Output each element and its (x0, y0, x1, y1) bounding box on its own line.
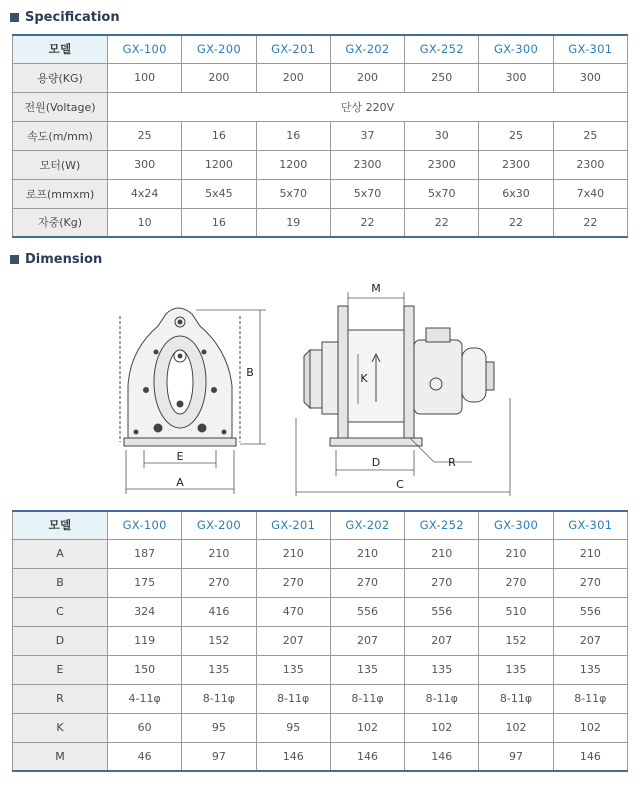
table-cell: 270 (182, 568, 256, 597)
table-cell: 270 (330, 568, 404, 597)
dim-row-e (13, 655, 628, 684)
table-cell: 5x70 (405, 179, 479, 208)
table-cell: 8-11φ (479, 684, 553, 713)
table-cell: 102 (479, 713, 553, 742)
table-cell: 556 (330, 597, 404, 626)
table-cell: 210 (405, 539, 479, 568)
table-cell: 146 (256, 742, 330, 771)
table-cell: 119 (108, 626, 182, 655)
table-cell: 207 (405, 626, 479, 655)
table-cell: 22 (405, 208, 479, 237)
table-cell: 22 (553, 208, 627, 237)
table-cell: 270 (553, 568, 627, 597)
dim-model-header: GX-301 (553, 511, 627, 539)
spec-header-label: 모델 (13, 35, 108, 63)
table-cell: 2300 (553, 150, 627, 179)
table-cell: 25 (108, 121, 182, 150)
table-cell: 25 (479, 121, 553, 150)
dim-header-label: 모델 (13, 511, 108, 539)
row-label: 전원(Voltage) (13, 92, 108, 121)
dimension-title-text: Dimension (25, 252, 103, 267)
dim-model-header: GX-202 (330, 511, 404, 539)
row-label: K (13, 713, 108, 742)
spec-row-rope (13, 179, 628, 208)
bullet-square-icon (10, 13, 19, 22)
table-cell: 510 (479, 597, 553, 626)
table-cell: 135 (405, 655, 479, 684)
dim-row-b (13, 568, 628, 597)
side-view (304, 306, 494, 446)
table-cell: 8-11φ (330, 684, 404, 713)
table-cell: 2300 (405, 150, 479, 179)
row-label: D (13, 626, 108, 655)
dim-model-header: GX-100 (108, 511, 182, 539)
dim-row-k (13, 713, 628, 742)
table-cell: 30 (405, 121, 479, 150)
table-cell: 470 (256, 597, 330, 626)
spec-model-header: GX-300 (479, 35, 553, 63)
table-cell: 152 (479, 626, 553, 655)
table-cell: 10 (108, 208, 182, 237)
table-cell: 97 (479, 742, 553, 771)
table-cell: 97 (182, 742, 256, 771)
table-cell: 16 (256, 121, 330, 150)
table-cell: 556 (405, 597, 479, 626)
table-cell: 324 (108, 597, 182, 626)
spec-model-header: GX-100 (108, 35, 182, 63)
table-cell: 135 (553, 655, 627, 684)
row-label: A (13, 539, 108, 568)
table-cell: 16 (182, 121, 256, 150)
spec-header-row (13, 35, 628, 63)
spec-model-header: GX-202 (330, 35, 404, 63)
spec-model-header: GX-252 (405, 35, 479, 63)
dim-row-a (13, 539, 628, 568)
table-cell: 95 (256, 713, 330, 742)
table-cell: 5x45 (182, 179, 256, 208)
specification-table (12, 34, 628, 238)
dim-model-header: GX-201 (256, 511, 330, 539)
table-cell: 210 (182, 539, 256, 568)
table-cell: 150 (108, 655, 182, 684)
row-label: 로프(mmxm) (13, 179, 108, 208)
dim-row-m (13, 742, 628, 771)
table-cell: 300 (479, 63, 553, 92)
dim-label-b: B (246, 366, 254, 379)
spec-section-title (10, 10, 120, 25)
table-cell: 19 (256, 208, 330, 237)
table-cell: 146 (330, 742, 404, 771)
table-cell: 135 (182, 655, 256, 684)
dimension-table (12, 510, 628, 772)
spec-row-motor (13, 150, 628, 179)
table-cell: 5x70 (330, 179, 404, 208)
row-label: 용량(KG) (13, 63, 108, 92)
table-cell: 4-11φ (108, 684, 182, 713)
table-cell: 207 (330, 626, 404, 655)
table-cell: 135 (479, 655, 553, 684)
table-cell: 135 (330, 655, 404, 684)
table-cell: 37 (330, 121, 404, 150)
table-cell: 2300 (330, 150, 404, 179)
row-label: C (13, 597, 108, 626)
table-cell: 8-11φ (182, 684, 256, 713)
dimension-section-title (10, 252, 102, 267)
dim-label-c: C (396, 478, 404, 491)
table-cell: 60 (108, 713, 182, 742)
table-cell: 22 (479, 208, 553, 237)
table-cell: 102 (330, 713, 404, 742)
table-cell: 46 (108, 742, 182, 771)
dim-row-d (13, 626, 628, 655)
dim-label-m: M (371, 282, 381, 295)
spec-row-speed (13, 121, 628, 150)
dim-label-d: D (371, 456, 381, 469)
table-cell: 416 (182, 597, 256, 626)
table-cell: 200 (182, 63, 256, 92)
table-cell: 146 (553, 742, 627, 771)
winch-dimension-drawing (100, 278, 530, 500)
row-label: 자중(Kg) (13, 208, 108, 237)
table-cell: 2300 (479, 150, 553, 179)
table-cell: 102 (405, 713, 479, 742)
table-cell: 8-11φ (553, 684, 627, 713)
table-cell: 210 (330, 539, 404, 568)
table-cell: 175 (108, 568, 182, 597)
row-label: R (13, 684, 108, 713)
table-cell: 1200 (182, 150, 256, 179)
spec-model-header: GX-301 (553, 35, 627, 63)
dim-model-header: GX-200 (182, 511, 256, 539)
table-cell: 207 (256, 626, 330, 655)
table-cell: 152 (182, 626, 256, 655)
spec-row-voltage (13, 92, 628, 121)
table-cell: 7x40 (553, 179, 627, 208)
table-cell: 8-11φ (405, 684, 479, 713)
dim-label-e: E (176, 450, 184, 463)
dim-header-row (13, 511, 628, 539)
table-cell: 270 (256, 568, 330, 597)
dim-label-r: R (448, 456, 456, 469)
table-cell: 22 (330, 208, 404, 237)
row-label: E (13, 655, 108, 684)
dim-label-k: K (360, 372, 368, 385)
row-label: 속도(m/mm) (13, 121, 108, 150)
spec-model-header: GX-201 (256, 35, 330, 63)
front-view (120, 308, 240, 446)
dim-model-header: GX-252 (405, 511, 479, 539)
table-cell: 8-11φ (256, 684, 330, 713)
table-cell: 95 (182, 713, 256, 742)
dim-model-header: GX-300 (479, 511, 553, 539)
dim-label-a: A (176, 476, 184, 489)
table-cell: 300 (108, 150, 182, 179)
dim-row-r (13, 684, 628, 713)
table-cell: 250 (405, 63, 479, 92)
table-cell: 4x24 (108, 179, 182, 208)
table-cell: 210 (553, 539, 627, 568)
table-cell: 200 (256, 63, 330, 92)
table-cell: 102 (553, 713, 627, 742)
table-cell: 25 (553, 121, 627, 150)
table-cell: 210 (256, 539, 330, 568)
table-cell: 135 (256, 655, 330, 684)
table-cell: 6x30 (479, 179, 553, 208)
table-cell: 146 (405, 742, 479, 771)
table-cell: 16 (182, 208, 256, 237)
bullet-square-icon (10, 255, 19, 264)
voltage-merged-cell: 단상 220V (108, 92, 628, 121)
dim-row-c (13, 597, 628, 626)
row-label: M (13, 742, 108, 771)
table-cell: 200 (330, 63, 404, 92)
table-cell: 556 (553, 597, 627, 626)
table-cell: 270 (405, 568, 479, 597)
table-cell: 100 (108, 63, 182, 92)
spec-title-text: Specification (25, 10, 120, 25)
table-cell: 5x70 (256, 179, 330, 208)
table-cell: 210 (479, 539, 553, 568)
spec-row-capacity (13, 63, 628, 92)
table-cell: 1200 (256, 150, 330, 179)
table-cell: 270 (479, 568, 553, 597)
row-label: B (13, 568, 108, 597)
table-cell: 187 (108, 539, 182, 568)
table-cell: 207 (553, 626, 627, 655)
row-label: 모터(W) (13, 150, 108, 179)
spec-row-weight (13, 208, 628, 237)
table-cell: 300 (553, 63, 627, 92)
spec-model-header: GX-200 (182, 35, 256, 63)
